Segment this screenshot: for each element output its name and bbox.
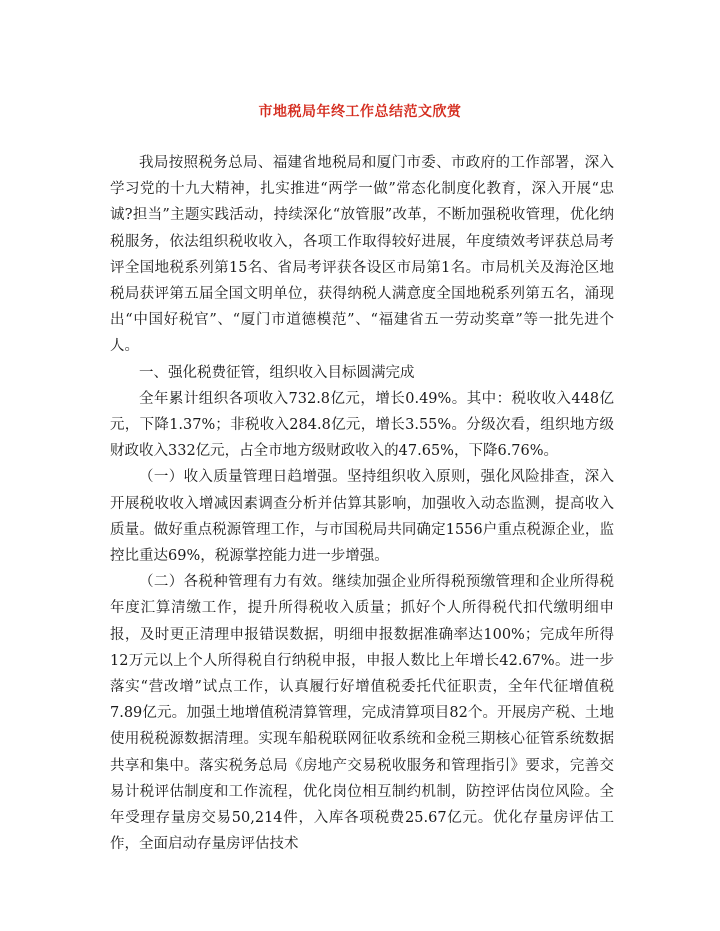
- paragraph-tax-management: （二）各税种管理有力有效。继续加强企业所得税预缴管理和企业所得税年度汇算清缴工作，提升所得税收入质量；抓好个人所得税代扣代缴明细申报，及时更正清理申报错误数据，明细申报数据准确率达100%；完成年所得12万元以上个人所得税自行纳税申报，申报人数比上年增长42.67%。进一步落实“营改增”试点工作，认真履行好增值税委托代征职责，全年代征增值税7.89亿元。加强土地增值税清算管理，完成清算项目82个。开展房产税、土地使用税税源数据清理。实现车船税联网征收系统和金税三期核心征管系统数据共享和集中。落实税务总局《房地产交易税收服务和管理指引》要求，完善交易计税评估制度和工作流程，优化岗位相互制约机制，防控评估岗位风险。全年受理存量房交易50,214件，入库各项税费25.67亿元。优化存量房评估工作，全面启动存量房评估技术: [110, 574, 614, 853]
- document-body: [110, 150, 614, 857]
- paragraph-revenue-summary: 全年累计组织各项收入732.8亿元，增长0.49%。其中：税收收入448亿元，下降1.37%；非税收入284.8亿元，增长3.55%。分级次看，组织地方级财政收入332亿元，占全市地方级财政收入的47.65%，下降6.76%。: [110, 390, 614, 460]
- section-heading-1: 一、强化税费征管，组织收入目标圆满完成: [139, 364, 415, 381]
- paragraph-intro: 我局按照税务总局、福建省地税局和厦门市委、市政府的工作部署，深入学习党的十九大精神，扎实推进“两学一做”常态化制度化教育，深入开展“忠诚?担当”主题实践活动，持续深化“放管服”改革，不断加强税收管理，优化纳税服务，依法组织税收收入，各项工作取得较好进展，年度绩效考评获总局考评全国地税系列第15名、省局考评获各设区市局第1名。市局机关及海沧区地税局获评第五届全国文明单位，获得纳税人满意度全国地税系列第五名，涌现出“中国好税官”、“厦门市道德模范”、“福建省五一劳动奖章”等一批先进个人。: [110, 155, 614, 355]
- paragraph-revenue-quality: （一）收入质量管理日趋增强。坚持组织收入原则，强化风险排查，深入开展税收收入增减因素调查分析并估算其影响，加强收入动态监测，提高收入质量。做好重点税源管理工作，与市国税局共同确定1556户重点税源企业，监控比重达69%，税源掌控能力进一步增强。: [110, 469, 614, 565]
- document-title: 市地税局年终工作总结范文欣赏: [258, 104, 462, 120]
